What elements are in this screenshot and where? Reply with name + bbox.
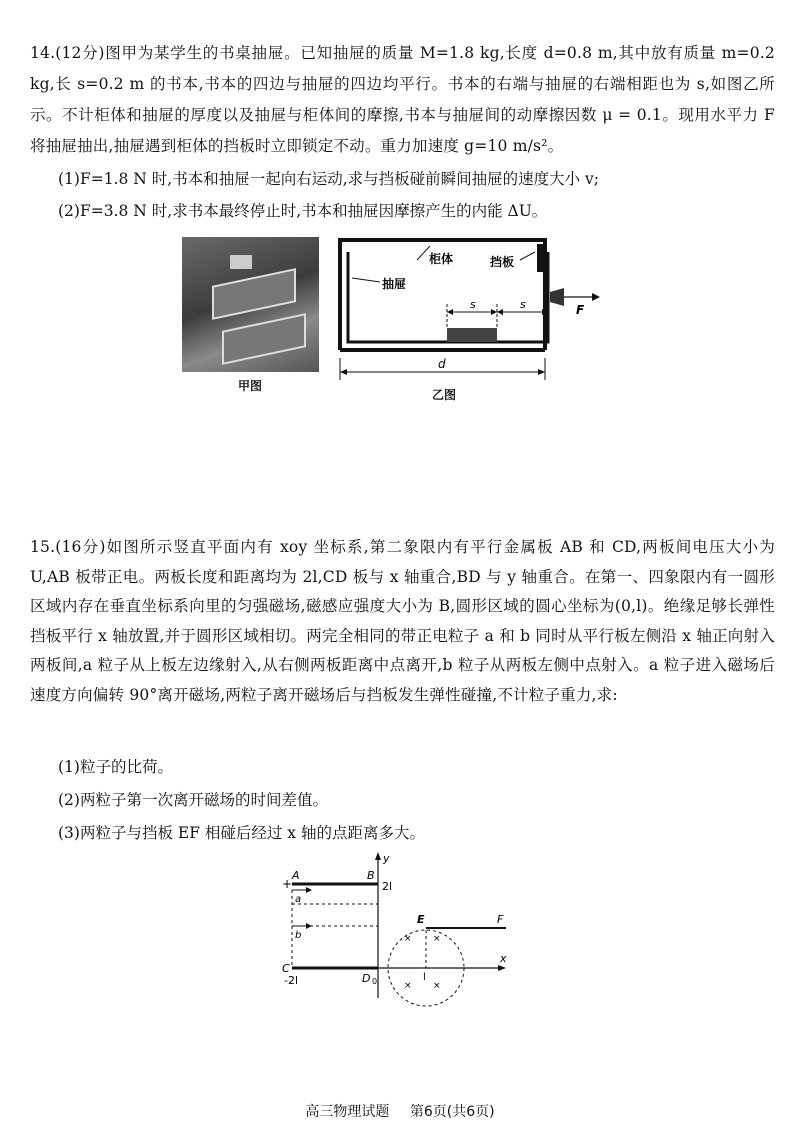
label-F: F (497, 913, 504, 926)
label-drawer: 抽屉 (382, 277, 407, 291)
label-E: E (417, 913, 425, 926)
label-d: d (438, 357, 446, 371)
q15-subquestion-1: (1)粒子的比荷。 (58, 758, 173, 776)
q14-subquestion-2: (2)F=3.8 N 时,求书本最终停止时,书本和抽屉因摩擦产生的内能 ΔU。 (58, 202, 548, 220)
book (447, 328, 497, 342)
label-x: x (500, 952, 507, 965)
photo-drawer-upper (212, 268, 296, 320)
label-force: F (576, 303, 585, 317)
baffle (537, 244, 543, 272)
footer-page: 第6页(共6页) (409, 1104, 495, 1120)
q14-stem: 14.(12分)图甲为某学生的书桌抽屉。已知抽屉的质量 M=1.8 kg,长度 d=0.8 m,其中放有质量 m=0.2 kg,长 s=0.2 m 的书本,书本的四边与抽屉的四边均平行。书本的右端与抽屉的右端相距也为 s,如图乙所示。不计柜体和抽屉的厚度以及抽屉与柜体间的摩擦,书本与抽屉间的动摩擦因数 μ = 0.1。现用水平力 F 将抽屉抽出,抽屉遇到柜体的挡板时立即锁定不动。重力加速度 g=10 m/s²。 (30, 44, 775, 155)
label-plus: + (282, 877, 293, 891)
page-footer (0, 1101, 800, 1121)
photo-phone (230, 255, 252, 269)
label-s1: s (470, 298, 476, 311)
label-y: y (383, 852, 390, 865)
drawer-schematic (330, 230, 620, 405)
label-D: D (362, 972, 371, 985)
q15-subquestion-2: (2)两粒子第一次离开磁场的时间差值。 (58, 791, 328, 809)
label-cabinet: 柜体 (429, 252, 454, 266)
fig-a-caption: 甲图 (238, 379, 263, 393)
q14-subquestion-1: (1)F=1.8 N 时,书本和抽屉一起向右运动,求与挡板碰前瞬间抽屉的速度大小 v; (58, 170, 600, 188)
label-top-val: 2l (382, 880, 393, 893)
label-a: a (295, 894, 302, 905)
photo-drawer-lower (222, 313, 306, 365)
fig-b-caption: 乙图 (432, 388, 457, 402)
footer-title: 高三物理试题 (305, 1104, 390, 1120)
label-origin: 0 (372, 977, 378, 986)
label-baffle: 挡板 (490, 255, 515, 269)
field-mark-1: × (404, 934, 412, 944)
q15-subquestion-3: (3)两粒子与挡板 EF 相碰后经过 x 轴的点距离多大。 (58, 824, 425, 842)
field-mark-3: × (404, 981, 412, 991)
field-diagram (270, 848, 525, 1008)
label-C: C (282, 962, 290, 975)
field-mark-4: × (433, 981, 441, 991)
label-one: l (423, 972, 426, 983)
drawer-handle (550, 288, 564, 306)
q15-stem: 15.(16分)如图所示竖直平面内有 xoy 坐标系,第二象限内有平行金属板 AB 和 CD,两板间电压大小为 U,AB 板带正电。两板长度和距离均为 2l,CD 板与 x 轴重合,BD 与 y 轴重合。在第一、四象限内有一圆形区域内存在垂直坐标系向里的匀强磁场,磁感应强度大小为 B,圆形区域的圆心坐标为(0,l)。绝缘足够长弹性挡板平行 x 轴放置,并于圆形区域相切。两完全相同的带正电粒子 a 和 b 同时从平行板左侧沿 x 轴正向射入两板间,a 粒子从上板左边缘射入,从右侧两板距离中点离开,b 粒子从两板左侧中点射入。a 粒子进入磁场后速度方向偏转 90°离开磁场,两粒子离开磁场后与挡板发生弹性碰撞,不计粒子重力,求: (30, 538, 775, 704)
label-B: B (367, 869, 375, 882)
label-b: b (295, 930, 302, 941)
drawer-photo (182, 237, 319, 372)
label-bottom-val: -2l (284, 974, 299, 987)
label-A: A (292, 869, 300, 882)
field-mark-2: × (433, 934, 441, 944)
label-s2: s (520, 298, 526, 311)
